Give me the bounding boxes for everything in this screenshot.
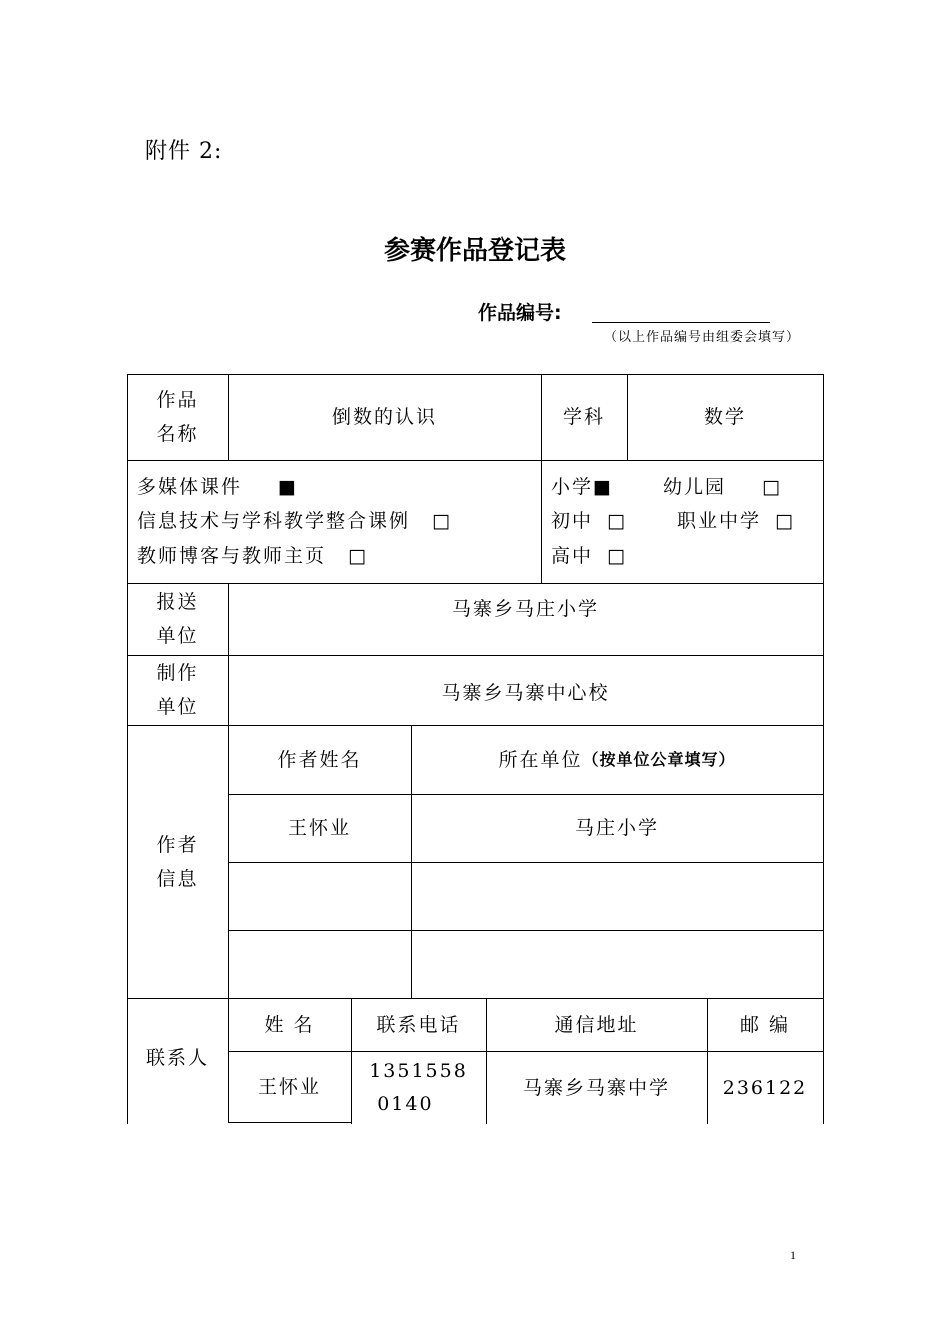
author-info-label: 作者 信息 [156,833,199,890]
option-kindergarten[interactable]: 幼儿园 □ [663,476,782,498]
option-teacher-blog[interactable]: 教师博客与教师主页 □ [137,539,452,574]
checkbox-icon[interactable]: □ [607,544,627,567]
work-name-value[interactable]: 倒数的认识 [331,406,437,428]
checkbox-icon[interactable]: □ [348,544,368,567]
option-junior-high[interactable]: 初中 □ [551,510,627,532]
option-multimedia[interactable]: 多媒体课件 ■ [137,470,452,505]
contact-name-value[interactable]: 王怀业 [257,1075,321,1098]
school-level-options [551,460,821,583]
work-name-label: 作品 名称 [156,389,199,445]
author-unit-note: （按单位公章填写） [582,749,736,769]
registration-table [127,374,824,1124]
subject-label: 学科 [562,406,605,428]
table-rule [228,1122,351,1123]
author-name-cell[interactable] [228,930,411,998]
maker-unit-label: 制作 单位 [156,662,199,718]
subject-value[interactable]: 数学 [703,406,746,428]
contact-name-header: 姓 名 [264,1013,315,1036]
checkbox-icon[interactable]: □ [762,475,782,498]
option-integration-lesson[interactable]: 信息技术与学科教学整合课例 □ [137,504,452,539]
contact-phone-value[interactable]: 1351558 0140 [369,1059,468,1115]
author-name-header: 作者姓名 [277,748,362,771]
contact-address-header: 通信地址 [554,1013,639,1036]
attachment-label: 附件 2: [145,139,223,164]
checkbox-icon[interactable]: □ [607,510,627,533]
contact-zip-value[interactable]: 236122 [722,1076,808,1099]
author-unit-cell[interactable] [411,862,823,930]
author-unit-header: 所在单位 （按单位公章填写） [411,725,823,794]
serial-label: 作品编号: [478,302,562,324]
contact-phone-header: 联系电话 [376,1013,461,1036]
author-unit-cell[interactable] [411,930,823,998]
serial-blank-line[interactable] [592,322,770,323]
contact-label: 联系人 [145,1047,209,1069]
form-title: 参赛作品登记表 [383,236,566,266]
maker-unit-value[interactable]: 马寨乡马寨中心校 [441,682,610,704]
checkbox-checked-icon[interactable]: ■ [593,475,613,498]
serial-note: （以上作品编号由组委会填写） [603,330,800,345]
work-type-options [137,460,537,583]
page-number: 1 [790,1248,796,1262]
checkbox-icon[interactable]: □ [775,510,795,533]
option-primary[interactable]: 小学■ [551,476,613,498]
author-name-cell[interactable] [228,862,411,930]
author-unit-cell[interactable]: 马庄小学 [574,817,659,839]
submit-unit-label: 报送 单位 [156,591,199,647]
option-vocational[interactable]: 职业中学 □ [677,510,795,532]
contact-address-value[interactable]: 马寨乡马寨中学 [522,1076,670,1099]
checkbox-icon[interactable]: □ [432,510,452,533]
checkbox-checked-icon[interactable]: ■ [278,475,298,498]
contact-zip-header: 邮 编 [739,1013,791,1036]
table-border-right [823,374,824,1124]
submit-unit-value[interactable]: 马寨乡马庄小学 [451,598,599,620]
author-name-cell[interactable]: 王怀业 [287,817,351,839]
option-senior-high[interactable]: 高中 □ [551,545,627,567]
